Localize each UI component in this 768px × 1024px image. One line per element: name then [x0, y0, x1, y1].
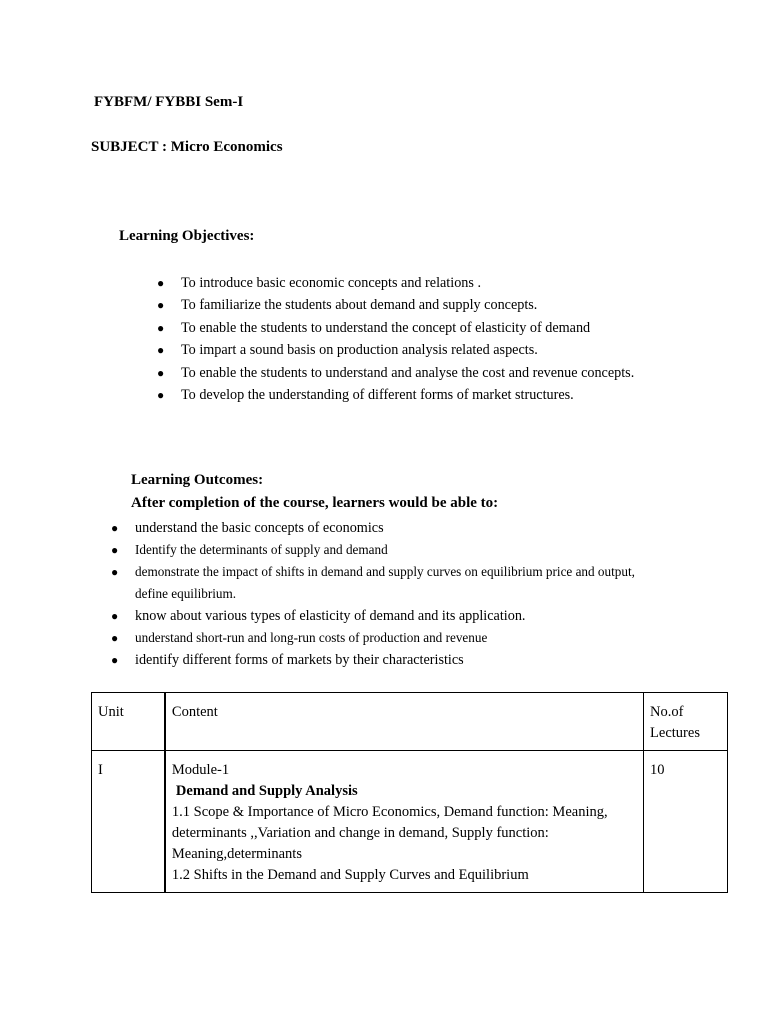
syllabus-table [91, 692, 728, 893]
learning-outcomes-heading: Learning Outcomes: [131, 472, 264, 488]
list-item [157, 384, 677, 406]
learning-objectives-heading: Learning Objectives: [119, 228, 255, 244]
learning-objectives-list [157, 272, 677, 406]
header-unit: Unit [92, 693, 165, 751]
outcome-text: Identify the determinants of supply and demand [135, 542, 388, 557]
objective-text: To enable the students to understand and analyse the cost and revenue concepts. [181, 364, 635, 381]
objective-text: To develop the understanding of different forms of market structures. [181, 387, 574, 404]
bullet-icon: ● [157, 388, 165, 403]
header-lectures: No.of Lectures [644, 693, 728, 751]
outcome-text: know about various types of elasticity of demand and its application. [135, 608, 526, 624]
list-item [157, 272, 677, 294]
objective-text: To introduce basic economic concepts and relations . [181, 275, 481, 291]
outcome-text: identify different forms of markets by their characteristics [135, 652, 464, 668]
outcome-text: demonstrate the impact of shifts in demand and supply curves on equilibrium price and output, define equilibrium. [135, 564, 635, 601]
document-title: FYBFM/ FYBBI Sem-I [94, 94, 244, 110]
outcome-text: understand the basic concepts of economics [135, 520, 384, 536]
learning-outcomes-subheading: After completion of the course, learners would be able to: [131, 495, 499, 511]
outcome-text: understand short-run and long-run costs of production and revenue [135, 630, 488, 645]
cell-lectures: 10 [644, 751, 728, 893]
bullet-icon: ● [111, 631, 119, 645]
list-item [157, 362, 671, 384]
bullet-icon: ● [111, 543, 119, 557]
module-label: Module-1 [171, 762, 230, 778]
topic-2: 1.2 Shifts in the Demand and Supply Curves and Equilibrium [171, 867, 529, 883]
bullet-icon: ● [157, 343, 165, 358]
list-item [111, 627, 691, 649]
cell-unit: I [92, 751, 165, 893]
module-title: Demand and Supply Analysis [175, 783, 358, 799]
list-item [111, 517, 691, 539]
table-row [92, 751, 728, 893]
objective-text: To enable the students to understand the concept of elasticity of demand [181, 319, 591, 336]
bullet-icon: ● [111, 653, 119, 667]
list-item [157, 339, 677, 361]
list-item [157, 294, 677, 316]
bullet-icon: ● [111, 521, 119, 535]
cell-content [165, 751, 644, 893]
list-item [157, 317, 677, 339]
list-item [111, 605, 691, 627]
bullet-icon: ● [157, 365, 165, 380]
bullet-icon: ● [157, 298, 165, 313]
objective-text: To familiarize the students about demand and supply concepts. [181, 297, 538, 314]
subject-line: SUBJECT : Micro Economics [91, 139, 283, 155]
list-item [111, 649, 691, 671]
topic-1: 1.1 Scope & Importance of Micro Economics, Demand function: Meaning, determinants ,,Variation and change in demand, Supply function: Meaning,determinants [171, 804, 608, 862]
list-item [111, 561, 665, 605]
objective-text: To impart a sound basis on production analysis related aspects. [181, 342, 538, 359]
bullet-icon: ● [157, 276, 165, 290]
bullet-icon: ● [111, 565, 119, 579]
header-content: Content [165, 693, 644, 751]
learning-outcomes-list [111, 517, 691, 671]
bullet-icon: ● [157, 320, 165, 335]
bullet-icon: ● [111, 609, 119, 623]
list-item [111, 539, 691, 561]
table-header-row [92, 693, 728, 751]
